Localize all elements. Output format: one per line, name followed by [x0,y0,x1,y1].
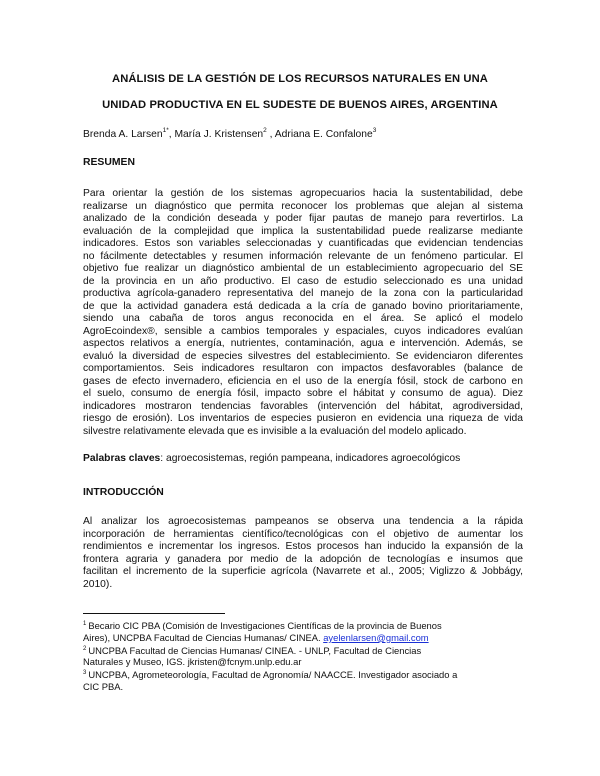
resumen-line: productiva agrícola-ganadero representativa del manejo de la zona con la particularidad [83,288,523,299]
resumen-line: riesgo de erosión). Los inventarios de especies pusieron en evidencia una riqueza de vida [83,413,523,424]
author-2-mark: 2 [263,127,267,134]
introduccion-line: frontera agraria y ganadera por medio de la adopción de tecnologías e insumos que [83,553,523,565]
author-1: Brenda A. Larsen [83,129,163,140]
introduccion-line: rendimientos e incrementar los ingresos. Estos procesos han inducido la expansión de la [83,541,523,552]
introduccion-heading: INTRODUCCIÓN [83,487,164,498]
keywords [83,453,460,464]
author-list [83,127,376,140]
email-link-larsen[interactable]: ayelenlarsen@gmail.com [323,631,429,643]
footnote-2-mark: 2 [83,645,87,652]
title-line-2: UNIDAD PRODUCTIVA EN EL SUDESTE DE BUENOS AIRES, ARGENTINA [102,99,498,111]
footnote-3-line-2: CIC PBA. [83,680,124,692]
resumen-line: gases de efecto invernadero, eficiencia en el uso de la energía fósil, stock de carbono en [83,375,523,387]
resumen-body [83,188,523,438]
author-1-mark: 1* [162,127,169,134]
resumen-line: comportamientos. Seis indicadores resultaron con impactos desfavorables (balance de [83,363,523,374]
footnote-2 [83,644,523,669]
resumen-line: evaluación de la complejidad que implica la sustentabilidad puede realizarse mediante [83,225,523,237]
footnote-3-mark: 3 [83,670,87,677]
footnote-separator [83,613,225,614]
footnote-1-line-1: Becario CIC PBA (Comisión de Investigaciones Científicas de la provincia de Buenos [88,620,442,631]
author-3-mark: 3 [372,127,377,134]
resumen-line: de que la actividad ganadera está dedicada a la cría de ganado bovino prioritariamente, [83,300,523,312]
footnote-3-line-1: UNCPBA, Agrometeorología, Facultad de Agronomía/ NAACCE. Investigador asociado a [88,669,458,681]
resumen-line: siendo una cabaña de toros angus reconocida en el área. Se aplicó el modelo [83,313,523,324]
footnote-2-line-2: Naturales y Museo, IGS. jkristen@fcnym.unlp.edu.ar [83,656,302,668]
footnote-1-mark: 1 [83,621,87,627]
introduccion-line: 2010). [83,578,113,590]
resumen-line: AgroEcoindex®, sensible a cambios temporales y espaciales, cuyos indicadores evalúan [83,325,523,337]
resumen-line: de la provincia en un año productivo. El caso de estudio seleccionado es una unidad [83,275,523,287]
resumen-line: Para orientar la gestión de los sistemas agropecuarios hacia la sustentabilidad, debe [83,188,523,199]
introduccion-line: facilitan el incremento de la superficie agrícola (Navarrete et al., 2005; Viglizzo & Jobbágy, [83,566,523,577]
resumen-line: realizarse un diagnóstico que permita reconocer los problemas que alejan al sistema [83,200,523,212]
footnote-3 [83,668,523,693]
resumen-line: indicadores. Estos son variables seleccionadas y cuantificadas que evidencian tendencias [83,238,523,249]
resumen-line: objetivo fue realizar un diagnóstico ambiental de un establecimiento agropecuario del SE [83,263,523,274]
resumen-line: aspectos relativos a energía, nutrientes, contaminación, agua e intervención. Además, se [83,338,523,349]
resumen-line: evaluó la diversidad de especies silvestres del establecimiento. Se evidenciaron diferentes [83,350,523,362]
introduccion-body [83,516,523,591]
paper-title [60,66,540,118]
footnote-2-line-1: UNCPBA Facultad de Ciencias Humanas/ CINEA. - UNLP, Facultad de Ciencias [88,644,422,656]
footnotes [83,619,523,693]
introduccion-line: incorporación de herramientas científico/tecnológicas con el objetivo de aumentar los [83,528,523,540]
resumen-line: analizado de la condición deseada y poder fijar pautas de manejo para revertirlos. La [83,213,523,224]
keywords-label: Palabras claves [83,453,161,464]
title-line-1: ANÁLISIS DE LA GESTIÓN DE LOS RECURSOS NATURALES EN UNA [112,73,488,85]
author-3: , Adriana E. Confalone [266,129,373,140]
resumen-line: indicadores mostraron tendencias favorables (intervención del hábitat, agrodiversidad, [83,400,523,412]
resumen-line: silvestre relativamente elevada que es invisible a la evaluación del modelo aplicado. [83,425,467,437]
resumen-heading: RESUMEN [83,157,135,168]
footnote-1-line-2: Aires), UNCPBA Facultad de Ciencias Humanas/ CINEA. [83,631,324,643]
footnote-1 [83,619,523,644]
author-2: , María J. Kristensen [168,129,264,140]
introduccion-line: Al analizar los agroecosistemas pampeanos se observa una tendencia a la rápida [83,516,523,527]
resumen-line: el suelo, consumo de energía fósil, impacto sobre el hábitat y consumo de agua). Diez [83,388,523,399]
keywords-text: : agroecosistemas, región pampeana, indicadores agroecológicos [160,453,461,464]
resumen-line: no fácilmente detectables y resumen información relevante de un fenómeno particular. El [83,250,523,262]
